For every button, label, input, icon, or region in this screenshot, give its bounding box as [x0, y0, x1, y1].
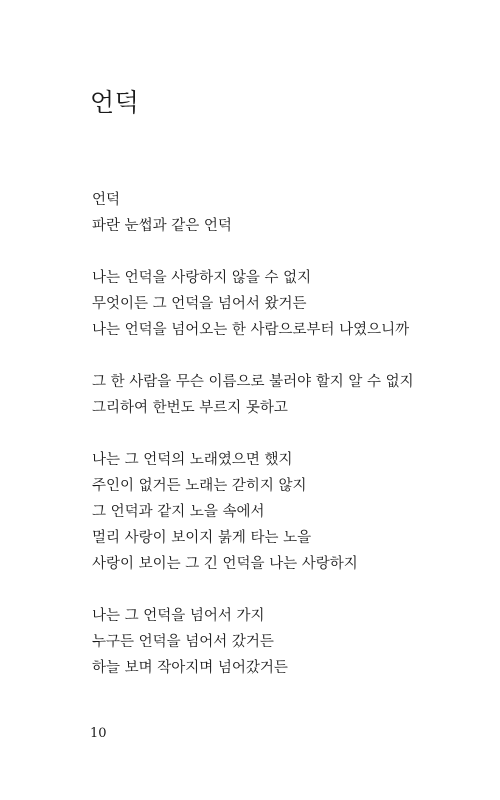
- poem-line: 그 언덕과 같지 노을 속에서: [92, 504, 265, 520]
- stanza: [92, 265, 472, 343]
- poem-line: 그리하여 한번도 부르지 못하고: [92, 400, 288, 416]
- poem-line: 그 한 사람을 무슨 이름으로 불러야 할지 알 수 없지: [92, 374, 414, 390]
- poem-line: 나는 그 언덕을 넘어서 가지: [92, 608, 265, 624]
- stanza: [92, 369, 472, 421]
- poem-line: 주인이 없거든 노래는 갇히지 않지: [92, 478, 307, 494]
- poem-line: 무엇이든 그 언덕을 넘어서 왔거든: [92, 296, 307, 312]
- stanza: [92, 447, 472, 577]
- poem-title: 언덕: [90, 88, 140, 117]
- poem-body: [92, 187, 472, 707]
- poem-line: 언덕: [92, 192, 121, 208]
- poem-line: 사랑이 보이는 그 긴 언덕을 나는 사랑하지: [92, 556, 358, 572]
- stanza: [92, 187, 472, 239]
- poem-line: 파란 눈썹과 같은 언덕: [92, 218, 232, 234]
- page-number: 10: [90, 726, 107, 741]
- poem-line: 나는 언덕을 사랑하지 않을 수 없지: [92, 270, 312, 286]
- poem-line: 나는 언덕을 넘어오는 한 사람으로부터 나였으니까: [92, 322, 410, 338]
- poem-line: 누구든 언덕을 넘어서 갔거든: [92, 634, 274, 650]
- poem-line: 나는 그 언덕의 노래였으면 했지: [92, 452, 293, 468]
- poem-line: 하늘 보며 작아지며 넘어갔거든: [92, 660, 288, 676]
- stanza: [92, 603, 472, 681]
- poem-line: 멀리 사랑이 보이지 붉게 타는 노을: [92, 530, 312, 546]
